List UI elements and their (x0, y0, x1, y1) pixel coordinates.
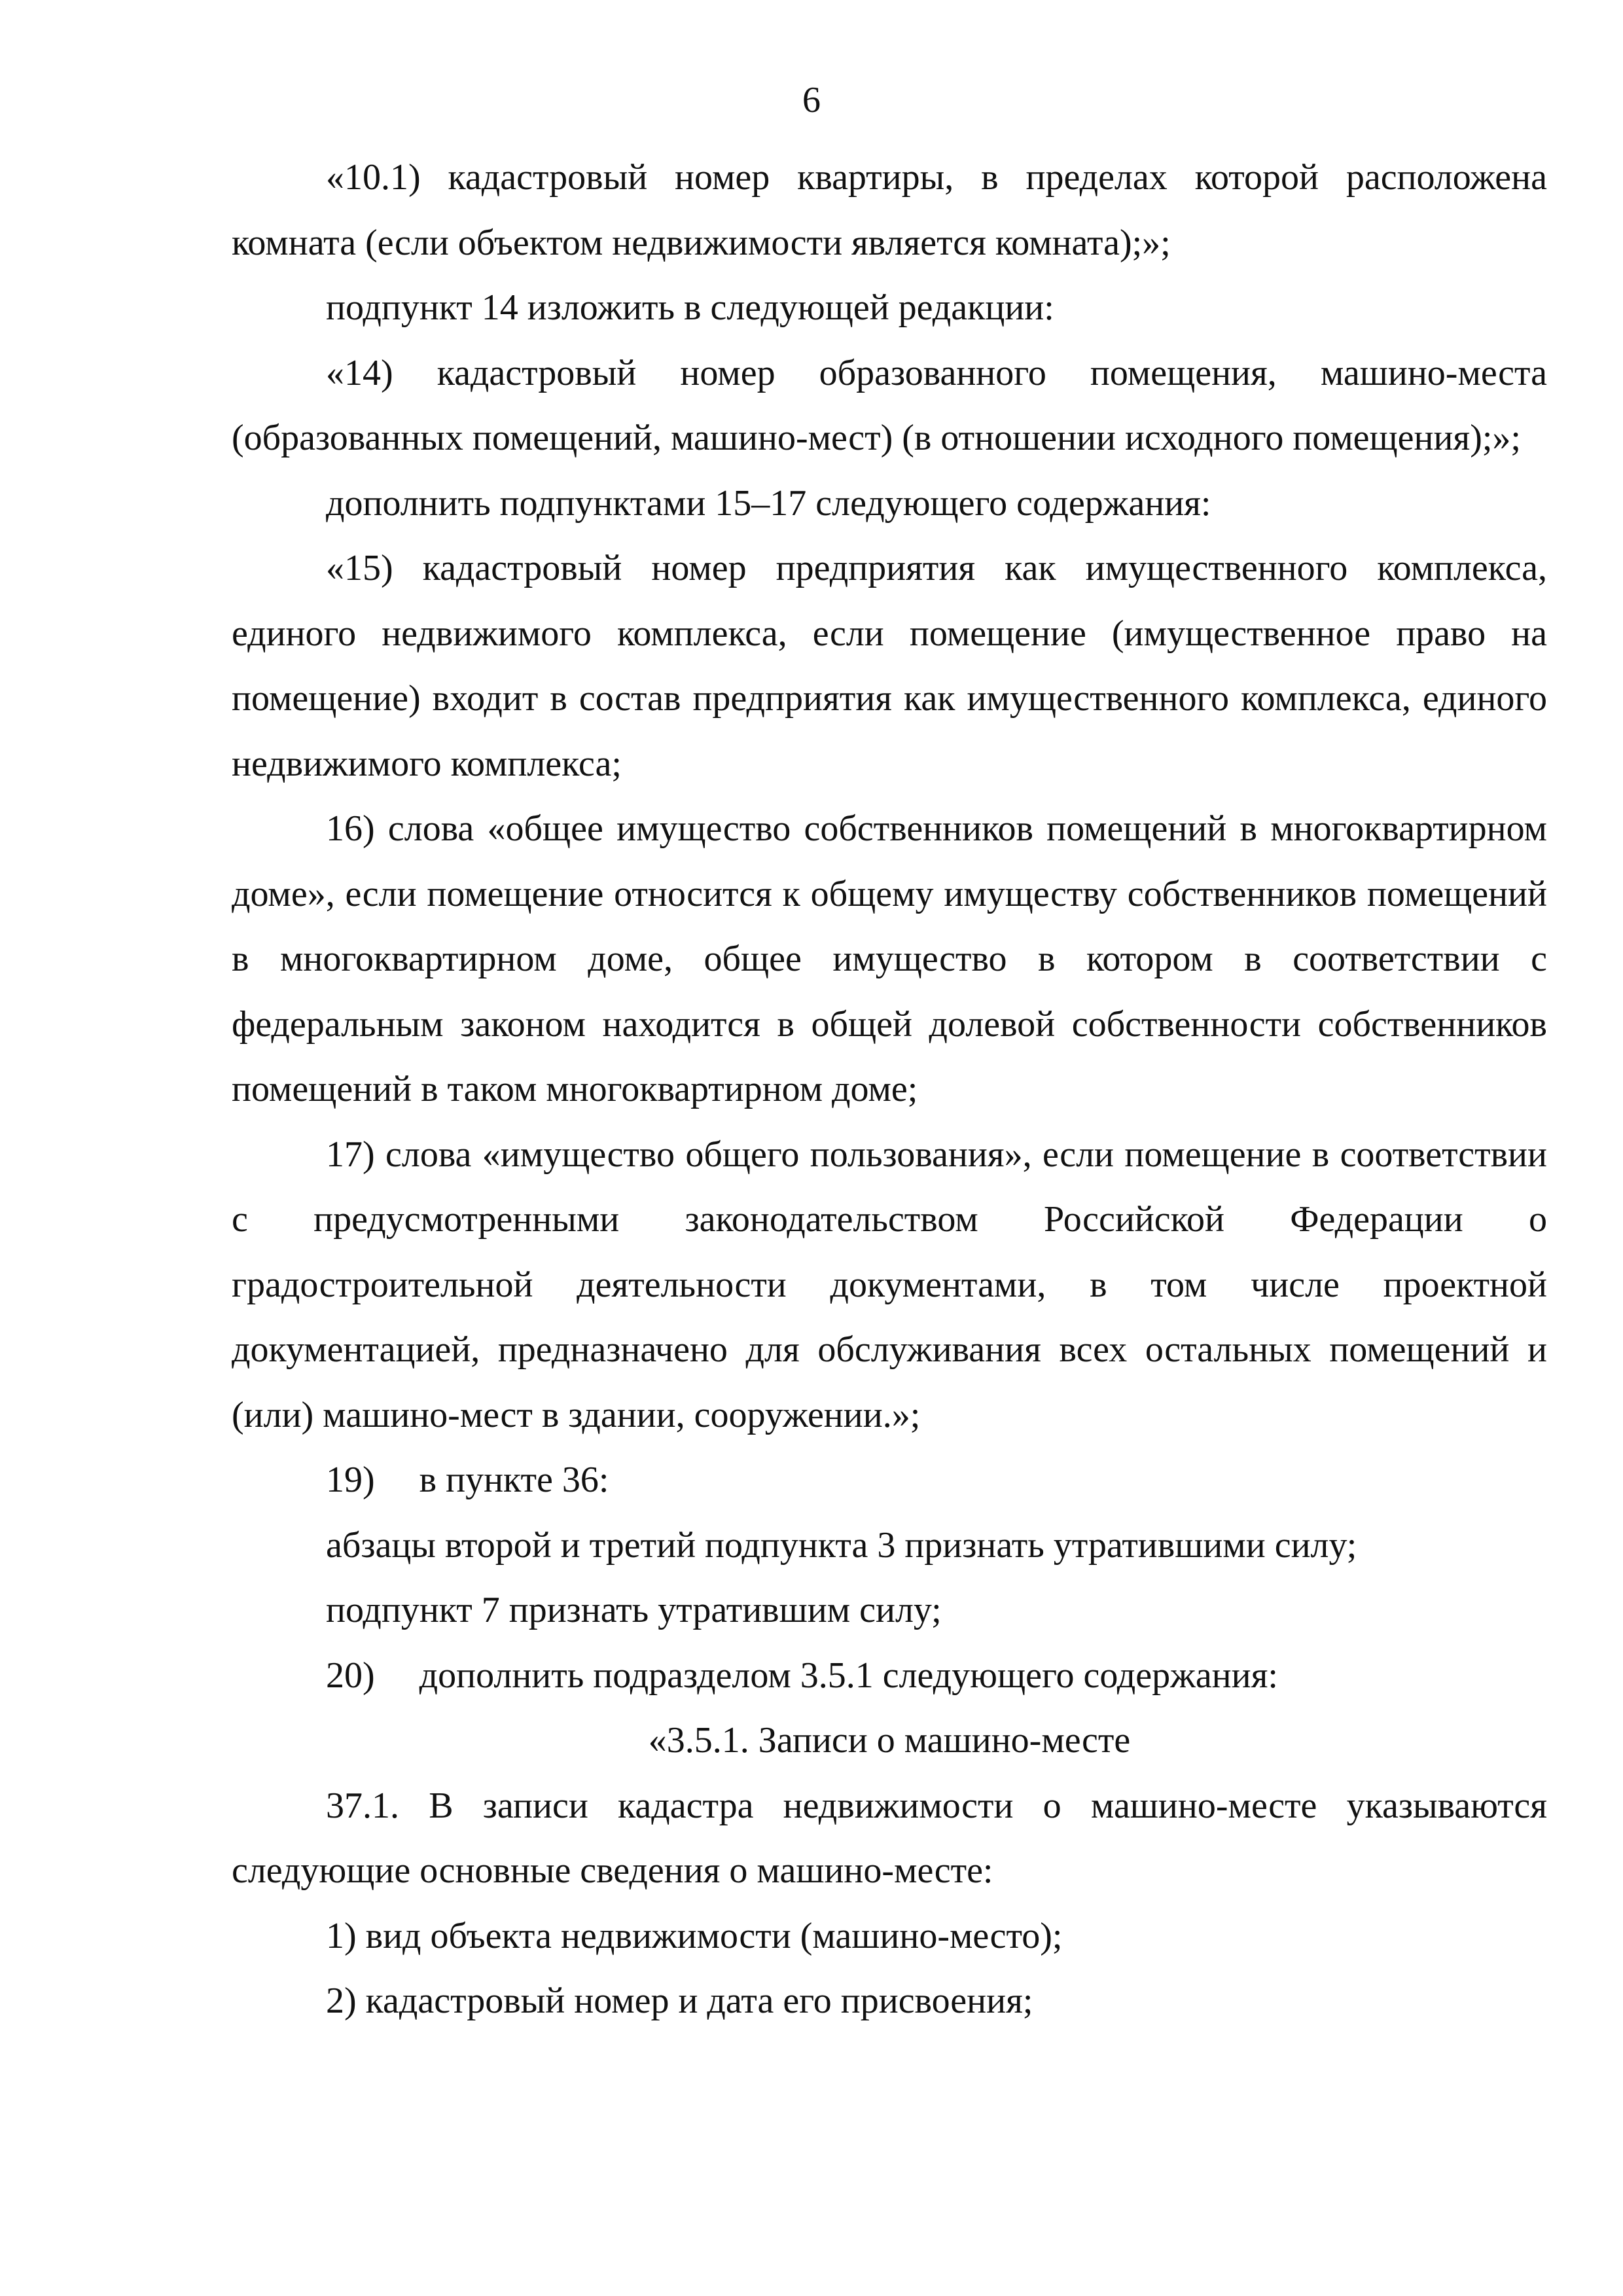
item-19-text: в пункте 36: (419, 1460, 609, 1500)
paragraph-17: 17) слова «имущество общего пользования», если помещение в соответствии с предусмотренными законодательством Российской Федерации о градостроительной деятельности документами, в том числе проектной документацией, предназначено для обслуживания всех остальных помещений и (или) машино-мест в здании, сооружении.»; (232, 1134, 1547, 1435)
paragraph-19-sub-1: абзацы второй и третий подпункта 3 признать утратившими силу; (326, 1524, 1357, 1566)
section-heading: «3.5.1. Записи о машино-месте (648, 1720, 1131, 1761)
paragraph-10-1: «10.1) кадастровый номер квартиры, в пределах которой расположена комната (если объектом недвижимости является комната);»; (232, 157, 1547, 263)
paragraph-16: 16) слова «общее имущество собственников помещений в многоквартирном доме», если помещение относится к общему имуществу собственников помещений в многоквартирном доме, общее имущество в котором в соответствии с федеральным законом находится в общей долевой собственности собственников помещений в таком многоквартирном доме; (232, 808, 1547, 1109)
list-item: 2) кадастровый номер и дата его присвоения; (326, 1981, 1033, 2021)
page-number: 6 (802, 80, 821, 120)
paragraph-15: «15) кадастровый номер предприятия как имущественного комплекса, единого недвижимого комплекса, если помещение (имущественное право на помещение) входит в состав предприятия как имущественного комплекса, единого недвижимого комплекса; (232, 548, 1547, 784)
list-item: 1) вид объекта недвижимости (машино-место); (326, 1915, 1063, 1956)
paragraph-add-15-17-instruction: дополнить подпунктами 15–17 следующего содержания: (326, 482, 1211, 524)
document-body (232, 145, 1547, 2034)
item-20-number: 20) (326, 1655, 375, 1696)
paragraph-20 (232, 1643, 1547, 1709)
paragraph-37-1: 37.1. В записи кадастра недвижимости о машино-месте указываются следующие основные сведения о машино-месте: (232, 1785, 1547, 1891)
item-20-text: дополнить подразделом 3.5.1 следующего содержания: (419, 1655, 1278, 1696)
paragraph-19 (232, 1448, 1547, 1513)
paragraph-19-sub-2: подпункт 7 признать утратившим силу; (326, 1590, 942, 1630)
paragraph-14: «14) кадастровый номер образованного помещения, машино-места (образованных помещений, машино-мест) (в отношении исходного помещения);»; (232, 352, 1547, 458)
paragraph-subitem-14-instruction: подпункт 14 изложить в следующей редакции: (326, 287, 1054, 328)
item-19-number: 19) (326, 1460, 375, 1500)
